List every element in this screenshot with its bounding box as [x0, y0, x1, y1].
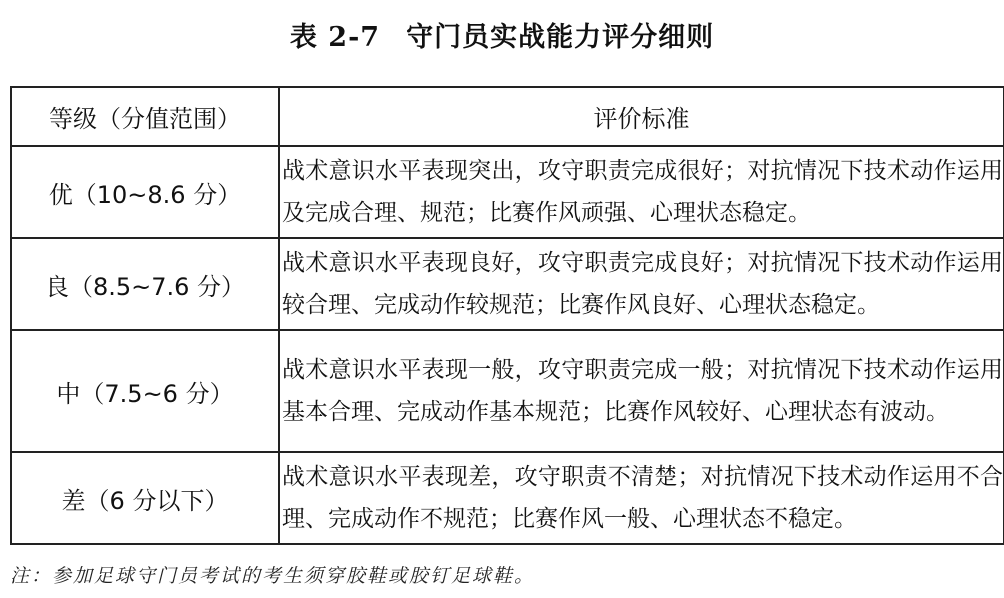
header-criteria: 评价标准 [279, 87, 1004, 146]
criteria-cell: 战术意识水平表现良好，攻守职责完成良好；对抗情况下技术动作运用较合理、完成动作较规范；比赛作风良好、心理状态稳定。 [279, 238, 1004, 330]
grade-cell: 差（6 分以下） [11, 452, 279, 544]
table-row [11, 146, 1004, 238]
table-title [0, 18, 1004, 58]
table-caption: 守门员实战能力评分细则 [406, 22, 715, 53]
table-header-row [11, 87, 1004, 146]
scoring-table [10, 86, 1004, 545]
criteria-cell: 战术意识水平表现一般，攻守职责完成一般；对抗情况下技术动作运用基本合理、完成动作基本规范；比赛作风较好、心理状态有波动。 [279, 330, 1004, 452]
table-row [11, 238, 1004, 330]
header-grade: 等级（分值范围） [11, 87, 279, 146]
grade-cell: 良（8.5~7.6 分） [11, 238, 279, 330]
criteria-cell: 战术意识水平表现差，攻守职责不清楚；对抗情况下技术动作运用不合理、完成动作不规范；比赛作风一般、心理状态不稳定。 [279, 452, 1004, 544]
table-row [11, 452, 1004, 544]
grade-cell: 优（10~8.6 分） [11, 146, 279, 238]
grade-cell: 中（7.5~6 分） [11, 330, 279, 452]
table-row [11, 330, 1004, 452]
table-number: 表 2-7 [289, 22, 381, 53]
footnote: 注：参加足球守门员考试的考生须穿胶鞋或胶钉足球鞋。 [10, 565, 536, 587]
criteria-cell: 战术意识水平表现突出，攻守职责完成很好；对抗情况下技术动作运用及完成合理、规范；比赛作风顽强、心理状态稳定。 [279, 146, 1004, 238]
